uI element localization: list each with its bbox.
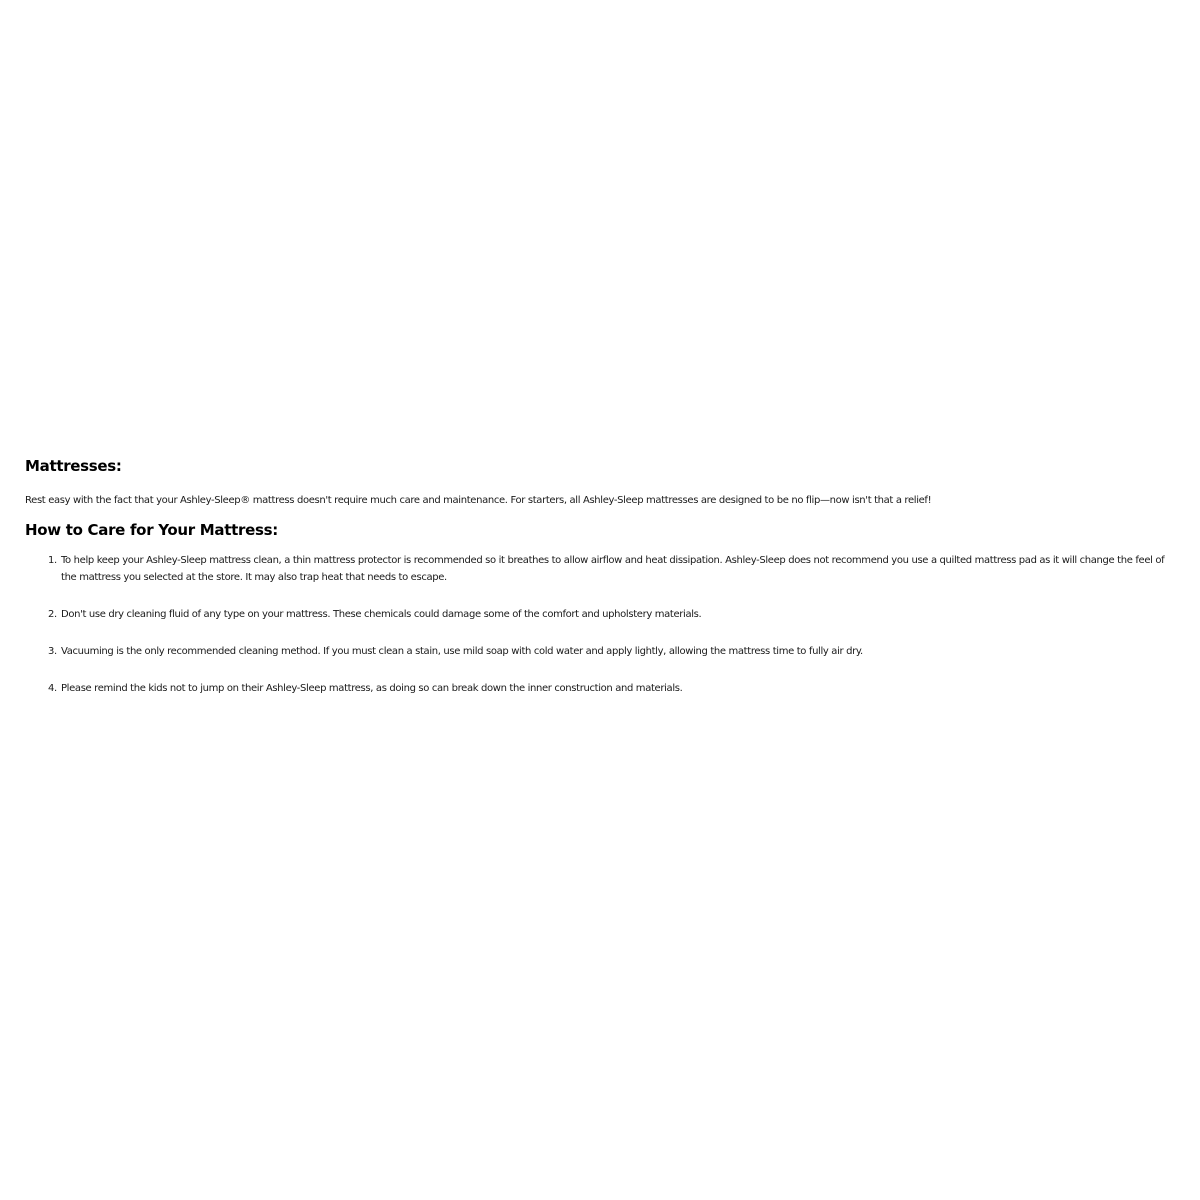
list-item-text: Vacuuming is the only recommended cleaning method. If you must clean a stain, use mild soap with cold water and apply lightly, allowing the mattress time to fully air dry. xyxy=(61,646,863,657)
list-item-number: 3. xyxy=(48,646,57,657)
list-item-text: Please remind the kids not to jump on their Ashley-Sleep mattress, as doing so can break down the inner construction and materials. xyxy=(61,683,683,694)
list-item-text: To help keep your Ashley-Sleep mattress clean, a thin mattress protector is recommended so it breathes to allow airflow and heat dissipation. Ashley-Sleep does not recommend you use a quilted mattress pad as it will change the feel of the mattress you selected at the store. It may also trap heat that needs to escape. xyxy=(61,555,1165,583)
list-item xyxy=(48,643,1175,660)
list-item-number: 1. xyxy=(48,555,57,566)
list-item xyxy=(48,552,1175,586)
list-item xyxy=(48,680,1175,697)
list-item-text: Don't use dry cleaning fluid of any type on your mattress. These chemicals could damage some of the comfort and upholstery materials. xyxy=(61,609,702,620)
care-list xyxy=(25,552,1175,697)
care-instructions-document xyxy=(25,456,1175,717)
intro-paragraph: Rest easy with the fact that your Ashley-Sleep® mattress doesn't require much care and maintenance. For starters, all Ashley-Sleep mattresses are designed to be no flip—now isn't that a relief! xyxy=(25,495,932,506)
mattresses-heading: Mattresses: xyxy=(25,457,122,475)
care-heading: How to Care for Your Mattress: xyxy=(25,521,278,539)
list-item xyxy=(48,606,1175,623)
list-item-number: 2. xyxy=(48,609,57,620)
list-item-number: 4. xyxy=(48,683,57,694)
